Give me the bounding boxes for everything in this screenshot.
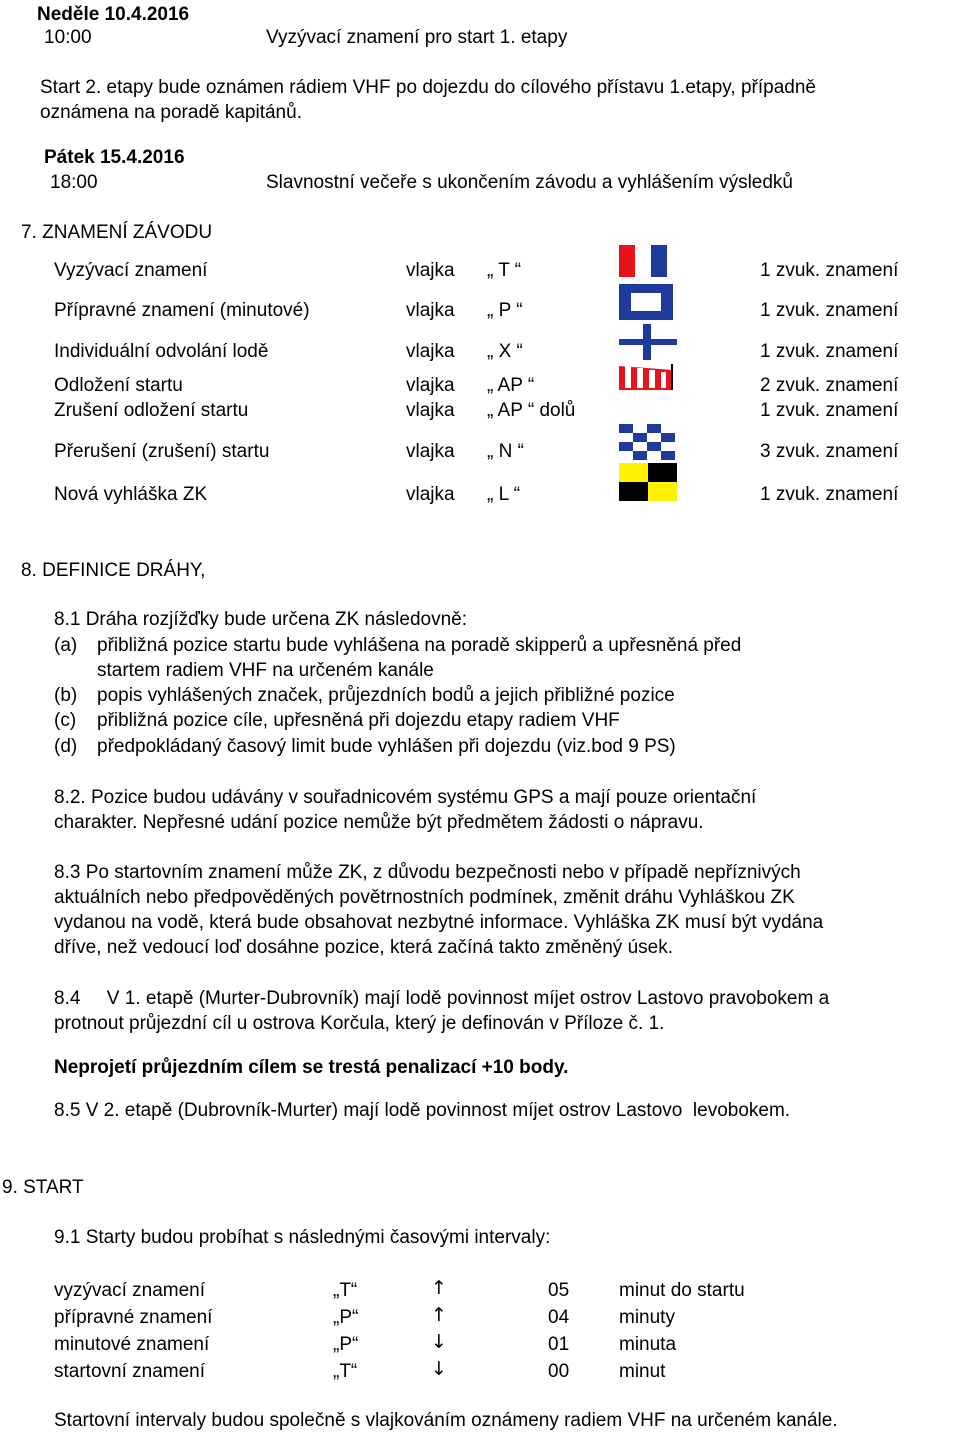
- arrow-up-icon: ↑: [431, 1277, 447, 1299]
- signal-flag-word: vlajka: [406, 260, 455, 281]
- friday-event: Slavnostní večeře s ukončením závodu a vyhlášením výsledků: [266, 172, 793, 193]
- sunday-time: 10:00: [44, 27, 92, 48]
- paragraph-8-3: 8.3 Po startovním znamení může ZK, z důvodu bezpečnosti nebo v případě nepříznivých: [54, 862, 801, 883]
- arrow-up-icon: ↑: [431, 1304, 447, 1326]
- friday-date: Pátek 15.4.2016: [44, 147, 185, 168]
- interval-signal: minutové znamení: [54, 1334, 210, 1355]
- flag-p-icon: [619, 284, 673, 320]
- interval-minutes: 01: [548, 1334, 570, 1355]
- stage2-note-line1: Start 2. etapy bude oznámen rádiem VHF po dojezdu do cílového přístavu 1.etapy, případně: [40, 77, 816, 98]
- arrow-down-icon: ↓: [431, 1331, 447, 1353]
- flag-n-icon: [619, 424, 675, 460]
- signal-flag-letter: „ L “: [487, 484, 521, 505]
- signal-flag-letter: „ N “: [487, 441, 524, 462]
- signal-flag-letter: „ AP “: [487, 375, 535, 396]
- paragraph-8-3: aktuálních nebo předpověděných povětrnostních podmínek, změnit dráhu Vyhláškou ZK: [54, 887, 795, 908]
- signal-name: Přípravné znamení (minutové): [54, 300, 310, 321]
- paragraph-8-3: vydanou na vodě, která bude obsahovat nezbytné informace. Vyhláška ZK musí být vydána: [54, 912, 824, 933]
- signal-sound: 3 zvuk. znamení: [760, 441, 899, 462]
- interval-minutes: 05: [548, 1280, 570, 1301]
- signal-flag-letter: „ P “: [487, 300, 523, 321]
- section-7-heading: 7. ZNAMENÍ ZÁVODU: [21, 222, 213, 243]
- interval-unit: minuty: [619, 1307, 675, 1328]
- paragraph-8-4: 8.4 V 1. etapě (Murter-Dubrovník) mají lodě povinnost míjet ostrov Lastovo pravobokem a: [54, 988, 830, 1009]
- penalty-note: Neprojetí průjezdním cílem se trestá penalizací +10 body.: [54, 1057, 569, 1078]
- signal-name: Individuální odvolání lodě: [54, 341, 269, 362]
- signal-sound: 1 zvuk. znamení: [760, 341, 899, 362]
- signal-sound: 1 zvuk. znamení: [760, 400, 899, 421]
- paragraph-8-1-intro: 8.1 Dráha rozjížďky bude určena ZK následovně:: [54, 609, 468, 630]
- signal-name: Vyzývací znamení: [54, 260, 208, 281]
- signal-name: Odložení startu: [54, 375, 183, 396]
- list-item-label: (b): [54, 685, 78, 706]
- signal-name: Zrušení odložení startu: [54, 400, 249, 421]
- interval-unit: minuta: [619, 1334, 677, 1355]
- section-8-heading: 8. DEFINICE DRÁHY,: [21, 560, 206, 581]
- paragraph-8-4: protnout průjezdní cíl u ostrova Korčula, který je definován v Příloze č. 1.: [54, 1013, 665, 1034]
- signal-sound: 1 zvuk. znamení: [760, 484, 899, 505]
- list-item-label: (c): [54, 710, 77, 731]
- signal-sound: 2 zvuk. znamení: [760, 375, 899, 396]
- arrow-down-icon: ↓: [431, 1358, 447, 1380]
- section-9-heading: 9. START: [2, 1177, 84, 1198]
- list-item-label: (d): [54, 736, 78, 757]
- interval-minutes: 00: [548, 1361, 570, 1382]
- list-item-text: startem radiem VHF na určeném kanále: [97, 660, 434, 681]
- paragraph-9-1: 9.1 Starty budou probíhat s následnými časovými intervaly:: [54, 1227, 551, 1248]
- interval-flag: „T“: [333, 1361, 358, 1382]
- list-item-text: přibližná pozice cíle, upřesněná při dojezdu etapy radiem VHF: [97, 710, 620, 731]
- signal-flag-word: vlajka: [406, 400, 455, 421]
- interval-flag: „P“: [333, 1334, 359, 1355]
- paragraph-8-3: dříve, než vedoucí loď dosáhne pozice, která začíná takto změněný úsek.: [54, 937, 673, 958]
- friday-time: 18:00: [50, 172, 98, 193]
- signal-flag-letter: „ AP “ dolů: [487, 400, 576, 421]
- interval-signal: startovní znamení: [54, 1361, 206, 1382]
- signal-name: Nová vyhláška ZK: [54, 484, 208, 505]
- signal-flag-word: vlajka: [406, 484, 455, 505]
- interval-signal: přípravné znamení: [54, 1307, 213, 1328]
- signal-flag-letter: „ T “: [487, 260, 522, 281]
- flag-x-icon: [619, 324, 677, 360]
- signal-flag-word: vlajka: [406, 441, 455, 462]
- interval-flag: „P“: [333, 1307, 359, 1328]
- interval-signal: vyzývací znamení: [54, 1280, 205, 1301]
- stage2-note-line2: oznámena na poradě kapitánů.: [40, 102, 302, 123]
- list-item-text: přibližná pozice startu bude vyhlášena na poradě skipperů a upřesněná před: [97, 635, 742, 656]
- interval-minutes: 04: [548, 1307, 570, 1328]
- flag-l-icon: [619, 463, 677, 501]
- flag-t-icon: [619, 245, 667, 277]
- paragraph-8-2: 8.2. Pozice budou udávány v souřadnicovém systému GPS a mají pouze orientační: [54, 787, 757, 808]
- flag-ap-icon: [619, 364, 673, 390]
- interval-unit: minut do startu: [619, 1280, 745, 1301]
- signal-sound: 1 zvuk. znamení: [760, 300, 899, 321]
- sunday-date: Neděle 10.4.2016: [37, 4, 190, 25]
- signal-flag-letter: „ X “: [487, 341, 523, 362]
- sunday-event: Vyzývací znamení pro start 1. etapy: [266, 27, 568, 48]
- list-item-label: (a): [54, 635, 78, 656]
- list-item-text: popis vyhlášených značek, průjezdních bodů a jejich přibližné pozice: [97, 685, 675, 706]
- paragraph-8-2: charakter. Nepřesné udání pozice nemůže být předmětem žádosti o nápravu.: [54, 812, 704, 833]
- signal-name: Přerušení (zrušení) startu: [54, 441, 270, 462]
- signal-flag-word: vlajka: [406, 375, 455, 396]
- list-item-text: předpokládaný časový limit bude vyhlášen při dojezdu (viz.bod 9 PS): [97, 736, 676, 757]
- signal-flag-word: vlajka: [406, 341, 455, 362]
- start-intervals-footer: Startovní intervaly budou společně s vlajkováním oznámeny radiem VHF na určeném kanále.: [54, 1410, 838, 1431]
- interval-unit: minut: [619, 1361, 666, 1382]
- signal-flag-word: vlajka: [406, 300, 455, 321]
- interval-flag: „T“: [333, 1280, 358, 1301]
- paragraph-8-5: 8.5 V 2. etapě (Dubrovník-Murter) mají lodě povinnost míjet ostrov Lastovo levobokem.: [54, 1100, 791, 1121]
- signal-sound: 1 zvuk. znamení: [760, 260, 899, 281]
